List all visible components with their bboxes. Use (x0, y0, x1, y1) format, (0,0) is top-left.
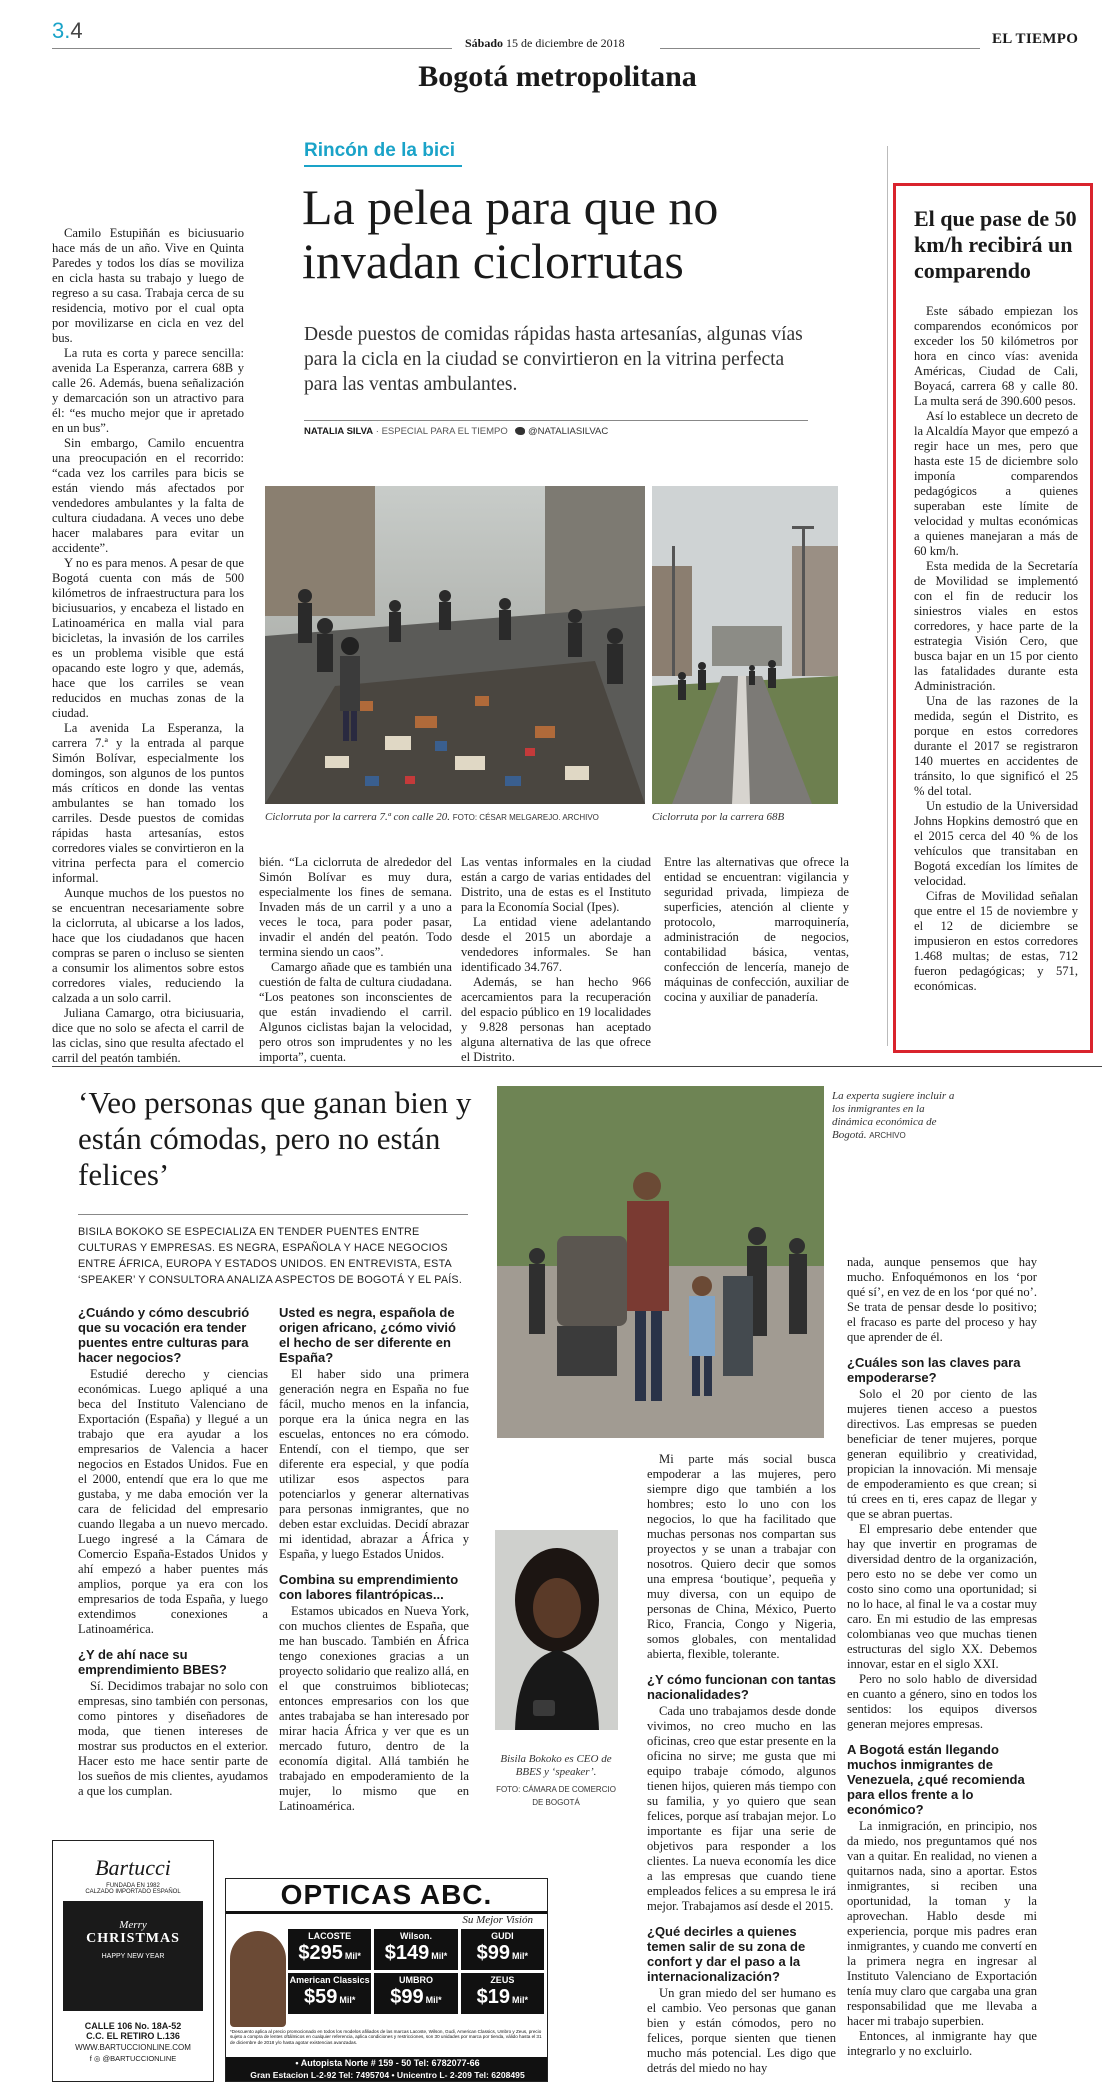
offer-price (374, 1942, 457, 1967)
paragraph: Camilo Estupiñán es biciusuario hace más de un año. Vive en Quinta Paredes y todos los días se moviliza en cicla hasta su trabajo y luego de regreso a su casa. Trabaja cerca de su residencia, motivo por el cual opta por movilizarse en cicla en vez del bus. (52, 226, 244, 345)
opticas-fine-print: *Descuento aplica al precio promocionado en todos los modelos afiliados de las marcas Lacoste, Wilson, Gudi, American Classics, Umbro y Zeus, precio sujeto a compra de lentes oftálmicos en cualquier referencia, aplica condiciones y restricciones, son 30 unidades por marca por tienda, válido hasta el 31 de diciembre de 2018 y/o hasta agotar existencias avanzadas. (230, 2029, 542, 2045)
interview-answer: Cada uno trabajamos desde donde vivimos, no creo mucho en las oficinas, creo que estar presente en la oficina no sirve; me gusta que mi equipo trabaje cómodo, algunos tienen hijos, quieren más tiempo con su familia, y yo quiero que sean felices, porque así trabajan mejor. Lo importante es fijar una serie de objetivos para responder a los clientes. La nueva economía les dice a las empresas que cuando tiene empleados felices a su empresa le irá mejor. Trabajamos así desde el 2015. (647, 1704, 836, 1913)
opticas-offers (288, 1929, 544, 2014)
immigrants-photo-image (497, 1086, 824, 1438)
offer-price (288, 1942, 371, 1967)
offer-price (374, 1986, 457, 2011)
page-number-section: 3. (52, 18, 71, 43)
offer-brand: GUDI (491, 1931, 514, 1941)
bartucci-social (53, 2054, 213, 2063)
interview-question: ¿Y cómo funcionan con tantas nacionalidades? (647, 1672, 837, 1702)
opticas-branch-1: • Autopista Norte # 159 - 50 Tel: 6782077-66 (226, 2057, 548, 2069)
portrait-photo-image (495, 1530, 618, 1730)
opticas-offer (288, 1973, 371, 2014)
kicker-underline (304, 165, 462, 167)
bartucci-founded: FUNDADA EN 1982 (106, 1883, 160, 1889)
date-day: Sábado (465, 36, 504, 50)
paragraph: Juliana Camargo, otra biciusuaria, dice que no solo se afecta el carril de las ciclas, sino que resulta afectado el carril del peatón también. (52, 1006, 244, 1065)
article1-col1 (52, 226, 244, 1066)
header-rule-right (660, 48, 980, 49)
opticas-model (230, 1931, 286, 2027)
article1-col4 (664, 855, 849, 1005)
immigrants-photo (497, 1086, 824, 1438)
bartucci-address-2: C.C. EL RETIRO L.136 (86, 2031, 180, 2041)
twitter-handle: @NATALIASILVAC (528, 426, 609, 437)
opticas-offer (288, 1929, 371, 1970)
interview-answer: El empresario debe entender que hay que invertir en programas de diversidad dentro de la organización, pero esto no se debe ver como un costo sino como una oportunidad; si no lo hace, al final le va a costar muy caro. En mi estudio de las empresas colombianas veo que muchas tienen estructuras del siglo XX. Debemos innovar, estar en el siglo XXI. (847, 1522, 1037, 1671)
interview-intro: BISILA BOKOKO SE ESPECIALIZA EN TENDER PUENTES ENTRE CULTURAS Y EMPRESAS. ES NEGRA, ESPAÑOLA Y HACE NEGOCIOS ENTRE ÁFRICA, EUROPA Y ESTADOS UNIDOS. EN ENTREVISTA, ESTA ‘SPEAKER’ Y CONSULTORA ANALIZA ASPECTOS DE BOGOTÁ Y EL PAÍS. (78, 1226, 463, 1286)
interview-answer: La inmigración, en principio, nos da miedo, nos preguntamos qué nos van a quitar. En realidad, no vienen a quitarnos nada, sino a aportar. Estos inmigrantes, si reciben una oportunidad, la toman y la aprovechan. Hablo desde mi experiencia, porque mis padres eran inmigrantes, y cuando me convertí en la primera negra en ingresar al Instituto Valenciano de Exportación tenía muy claro que cargaba una gran responsabilidad que me llevaba a hacer mi trabajo superbien. (847, 1819, 1037, 2028)
intro-rule (78, 1214, 468, 1215)
paragraph: Además, se han hecho 966 acercamientos para la recuperación del espacio público en 19 localidades y 9.828 personas han aceptado alguna alternativa de las que ofrece el Distrito. (461, 975, 651, 1064)
bikepath-photo-image (652, 486, 838, 804)
interview-answer: Mi parte más social busca empoderar a las mujeres, pero siempre digo que también a los hombres; esto lo uno con los negocios, lo que ha facilitado que muchas personas nos compartan sus proyectos y se unan a trabajar con nosotros. Quiero decir que somos una empresa ‘boutique’, pequeña y muy diversa, con un equipo de personas de China, México, Puerto Rico, Francia, Congo y Nigeria, somos globales, con mentalidad abierta, flexible, tolerante. (647, 1452, 836, 1661)
interview-answer: Estamos ubicados en Nueva York, con muchos clientes de España, que me han buscado. También en África tengo conexiones gracias a un proyecto solidario que realizo allá, en el que construimos bibliotecas; entonces empresarios con los que antes trabajaba se han interesado por mirar hacia África y ver que es un mercado futuro, dentro de la economía digital. Allá también he trabajado en empoderamiento de la mujer, lo mismo que en Latinoamérica. (279, 1604, 469, 1813)
market-caption-text: Ciclorruta por la carrera 7.ª con calle 20. (265, 811, 451, 823)
bartucci-address-1: CALLE 106 No. 18A-52 (84, 2021, 182, 2031)
offer-brand: ZEUS (490, 1975, 515, 1985)
section-separator (52, 1066, 1102, 1067)
offer-price-value: $99 (476, 1942, 510, 1964)
header-rule-left (52, 48, 452, 49)
interview-question: ¿Cuáles son las claves para empoderarse? (847, 1355, 1021, 1385)
interview-question: ¿Qué decirles a quienes temen salir de su zona de confort y dar el paso a la internacionalización? (647, 1924, 806, 1984)
byline-twitter (515, 426, 608, 437)
offer-price-unit: Mil* (431, 1951, 448, 1961)
paragraph: Entre las alternativas que ofrece la entidad se encuentran: vigilancia y seguridad privada, limpieza de superficies, atención al cliente y protocolo, marroquinería, administración de negocios, contabilidad básica, ventas, confección de lencería, manejo de máquinas de confección, auxiliar de cocina y auxiliar de panadería. (664, 855, 849, 1004)
offer-price-value: $99 (390, 1986, 424, 2008)
portrait-caption-text: Bisila Bokoko es CEO de BBES y ‘speaker’. (500, 1753, 612, 1778)
byline-author: NATALIA SILVA (304, 426, 374, 437)
article-headline: La pelea para que no invadan ciclorrutas (302, 179, 719, 289)
bartucci-ad[interactable] (52, 1840, 214, 2082)
interview-answer: Sí. Decidimos trabajar no solo con empresas, sino también con personas, como pintores y diseñadores de moda, que tienen intereses de mostrar sus productos en el exterior. Hacer esto me hace sentir parte de los sueños de mis clientes, ayudamos a que los cumplan. (78, 1679, 268, 1798)
article-kicker: Rincón de la bici (304, 140, 455, 161)
bikepath-photo-caption: Ciclorruta por la carrera 68B (652, 811, 785, 823)
bartucci-greeting-1: Merry (119, 1919, 147, 1931)
offer-brand: Wilson. (400, 1931, 432, 1941)
interview-question: ¿Y de ahí nace su emprendimiento BBES? (78, 1647, 227, 1677)
market-photo-caption (265, 811, 645, 824)
offer-price-value: $59 (303, 1986, 338, 2008)
paragraph: Una de las razones de la medida, según el Distrito, es porque en estos corredores durante el 2017 se registraron 140 muertes en accidentes de tránsito, lo que significó el 25 % del total. (914, 694, 1078, 798)
offer-price (461, 1942, 544, 1967)
portrait-photo (495, 1530, 618, 1730)
immigrants-caption-text: La experta sugiere incluir a los inmigrantes en la dinámica económica de Bogotá. (832, 1090, 955, 1141)
bartucci-greeting-3: HAPPY NEW YEAR (101, 1953, 165, 1960)
instagram-icon: ◎ (93, 2054, 101, 2063)
opticas-offer (461, 1973, 544, 2014)
offer-price-unit: Mil* (512, 1995, 529, 2005)
article1-col2 (259, 855, 452, 1065)
interview-col2 (279, 1305, 469, 1814)
interview-answer: Solo el 20 por ciento de las mujeres tienen acceso a puestos directivos. Las empresas se pueden beneficiar de tener mujeres, porque generan equilibrio y creatividad, propician la innovación. Mi mensaje de empoderamiento es que crean; si tú crees en ti, eres capaz de llegar y que se abran puertas. (847, 1387, 1037, 1521)
sidebar-box (893, 183, 1093, 1053)
paragraph: bién. “La ciclorruta de alrededor del Simón Bolívar es muy dura, especialmente los fines de semana. Invaden más de un carril y a uno a veces le toca, para poder pasar, invadir el andén del peatón. Todo termina siendo un caos”. (259, 855, 452, 959)
article1-col3 (461, 855, 651, 1065)
portrait-caption (496, 1753, 616, 1809)
sidebar-body (908, 304, 1078, 994)
interview-answer: Entonces, al inmigrante hay que integrarlo y no excluirlo. (847, 2029, 1037, 2058)
paragraph: Camargo añade que es también una cuestión de falta de cultura ciudadana. “Los peatones son inconscientes de que están invadiendo el carril. Algunos ciclistas bajan la velocidad, pero otros son imprudentes y no les importa”, cuenta. (259, 960, 453, 1064)
opticas-brand: OPTICAS ABC. (226, 1879, 547, 1914)
article-dek: Desde puestos de comidas rápidas hasta artesanías, algunas vías para la cicla en la ciudad se convirtieron en la vitrina perfecta para las ventas ambulantes. (304, 324, 803, 395)
offer-brand: American Classics (289, 1975, 370, 1985)
portrait-caption-credit: FOTO: CÁMARA DE COMERCIO DE BOGOTÁ (496, 1785, 616, 1807)
opticas-offer (374, 1929, 457, 1970)
offer-price-value: $295 (298, 1942, 343, 1964)
paragraph: Aunque muchos de los puestos no se encuentran necesariamente sobre la ciclorruta, al ubicarse a los lados, hace que los ciudadanos que hacen compras se paren o incluso se sienten a consumir los alimentos sobre estos corredores viales, reduciendo la calzada a un solo carril. (52, 886, 244, 1005)
opticas-offer (461, 1929, 544, 1970)
byline-rule (304, 420, 808, 421)
interview-question: Combina su emprendimiento con labores filantrópicas... (279, 1572, 459, 1602)
interview-col1 (78, 1305, 268, 1799)
paragraph: Un estudio de la Universidad Johns Hopkins demostró que en el 2015 cerca del 40 % de los vehículos que transitaban en Bogotá excedían los límites de velocidad. (914, 799, 1078, 888)
offer-price-unit: Mil* (344, 1951, 361, 1961)
market-photo-image (265, 486, 645, 804)
interview-col3 (647, 1452, 836, 2076)
section-title: Bogotá metropolitana (418, 60, 697, 93)
offer-price-unit: Mil* (339, 1995, 356, 2005)
page-number-page: 4 (70, 18, 83, 43)
interview-answer: nada, aunque pensemos que hay mucho. Enfoquémonos en los ‘por qué sí’, en vez de en los ‘por qué no’. Se trata de pensar desde lo positivo; el fracaso es parte del proceso y hay que aprender de él. (847, 1255, 1037, 1344)
social-handle: @BARTUCCIONLINE (102, 2054, 177, 2063)
interview-answer: El haber sido una primera generación negra en España no fue fácil, mucho menos en la infancia, porque era la única negra en las escuelas, entonces no era cómodo. Entendí, con el tiempo, que ser diferente era especial, y que podía utilizar esos aspectos para potenciarlos y generar alternativas para personas inmigrantes, que no deben estar excluidas. Decidí abrazar mi identidad, abrazar a África y España, y luego Estados Unidos. (279, 1367, 469, 1561)
bikepath-photo (652, 486, 838, 804)
immigrants-caption-credit: ARCHIVO (869, 1131, 906, 1140)
offer-price-unit: Mil* (512, 1951, 529, 1961)
offer-price (461, 1986, 544, 2011)
offer-brand: UMBRO (398, 1975, 433, 1985)
opticas-offer (374, 1973, 457, 2014)
paragraph: La ruta es corta y parece sencilla: avenida La Esperanza, carrera 68B y calle 26. Además, buena señalización y demarcación son un atractivo para él: “es mucho mejor que ir apretado en un bus”. (52, 346, 244, 435)
paragraph: Cifras de Movilidad señalan que entre el 15 de noviembre y el 12 de diciembre se impusieron en estos corredores 1.468 multas; de estas, 712 fueron pedagógicas; y 571, económicas. (914, 889, 1078, 993)
paragraph: Esta medida de la Secretaría de Movilidad se implementó con el fin de reducir los siniestros viales en estos corredores, y hace parte de la estrategia Visión Cero, que busca bajar en un 15 por ciento las fatalidades durante esta Administración. (914, 559, 1078, 693)
paragraph: Así lo establece un decreto de la Alcaldía Mayor que empezó a regir hace un mes, pero que hasta este 15 de diciembre solo imponía comparendos pedagógicos a quienes superaban este límite de velocidad y multas económicas a quienes manejaran a más de 60 km/h. (914, 409, 1078, 558)
interview-question: Usted es negra, española de origen africano, ¿cómo vivió el hecho de ser diferente en España? (279, 1305, 456, 1365)
interview-answer: Estudié derecho y ciencias económicas. Luego apliqué a una beca del Instituto Valenciano de Exportación (España) y llegué a un trabajo que era ayudar a los empresarios de Valencia a hacer negocios en Estados Unidos. Fue en el 2000, entendí que era lo que me gustaba, y me daba emoción ver la cara de felicidad del empresario cuando llegaba a un nuevo mercado. Luego ingresé a la Cámara de Comercio España-Estados Unidos y ahí empezó a haber puentes más amplios, porque ya era con los empresarios de toda España, y luego extendimos conexiones a Latinoamérica. (78, 1367, 268, 1636)
offer-price (288, 1986, 371, 2011)
bartucci-tagline: CALZADO IMPORTADO ESPAÑOL (85, 1889, 181, 1895)
paragraph: Este sábado empiezan los comparendos económicos por exceder los 50 kilómetros por hora en cinco vías: avenida Américas, Ciudad de Cali, Boyacá, carrera 68 y calle 80. La multa será de 390.600 pesos. (914, 304, 1078, 408)
paragraph: La entidad viene adelantando desde el 2015 un abordaje a vendedores informales. Se han identificado 34.767. (461, 915, 651, 974)
sidebar-headline: El que pase de 50 km/h recibirá un comparendo (914, 206, 1077, 283)
brand-logo: EL TIEMPO (992, 31, 1079, 47)
offer-brand: LACOSTE (308, 1931, 352, 1941)
sidebar-divider (887, 146, 888, 1046)
bartucci-greeting-box (63, 1901, 203, 2011)
interview-question: A Bogotá están llegando muchos inmigrantes de Venezuela, ¿qué recomienda para ellos frente a lo económico? (847, 1742, 1025, 1817)
bartucci-web[interactable]: WWW.BARTUCCIONLINE.COM (75, 2043, 191, 2052)
paragraph: La avenida La Esperanza, la carrera 7.ª y la entrada al parque Simón Bolívar, especialmente los domingos, son algunos de los puntos más críticos en donde las ventas ambulantes se han tomado los carriles. Desde puestos de comidas rápidas hasta artesanías, estos corredores viales se convirtieron en la vitrina perfecta para el comercio informal. (52, 721, 244, 885)
market-caption-credit: FOTO: CÉSAR MELGAREJO. ARCHIVO (452, 813, 599, 822)
market-photo (265, 486, 645, 804)
byline-role: · ESPECIAL PARA EL TIEMPO (373, 426, 508, 437)
interview-headline: ‘Veo personas que ganan bien y están cómodas, pero no están felices’ (78, 1085, 472, 1192)
facebook-icon: f (89, 2054, 92, 2063)
page-number (52, 18, 83, 44)
interview-answer: Pero no solo hablo de diversidad en cuanto a género, sino en todos los sentidos: los equipos diversos generan mejores empresas. (847, 1672, 1037, 1731)
offer-price-value: $19 (476, 1986, 510, 2008)
opticas-ad[interactable] (225, 1878, 548, 2082)
opticas-branch-2: Gran Estacion L-2-92 Tel: 7495704 • Unicentro L- 2-209 Tel: 6208495 (226, 2069, 548, 2082)
interview-answer: Un gran miedo del ser humano es el cambio. Veo personas que ganan bien y están cómodos, pero no felices, porque sienten que tienen mucho más potencial. Les digo que detrás del miedo no hay (647, 1986, 836, 2075)
offer-price-unit: Mil* (425, 1995, 442, 2005)
paragraph: Sin embargo, Camilo encuentra una preocupación en el recorrido: “cada vez los carriles para bicis se están viendo más afectados por vendedores ambulantes y la falta de cultura ciudadana. A veces uno debe hacer malabares para evitar un accidente”. (52, 436, 244, 555)
page-date (465, 36, 625, 51)
paragraph: Las ventas informales en la ciudad están a cargo de varias entidades del Distrito, una de estas es el Instituto para la Economía Social (Ipes). (461, 855, 651, 914)
immigrants-photo-caption (832, 1090, 962, 1142)
twitter-icon (515, 427, 525, 435)
opticas-slogan: Su Mejor Visión (462, 1914, 533, 1926)
interview-col4 (847, 1255, 1037, 2059)
paragraph: Y no es para menos. A pesar de que Bogotá cuenta con más de 500 kilómetros de infraestructura para los biciusuarios, y encabeza el listado en Latinoamérica en malla vial para bicicletas, la invasión de los carriles es un problema visible que está opacando este logro y que, además, hace que los carriles se vean reducidos en muchas zonas de la ciudad. (52, 556, 244, 720)
bartucci-logo: Bartucci (95, 1855, 171, 1880)
offer-price-value: $149 (384, 1942, 430, 1964)
date-rest: 15 de diciembre de 2018 (506, 36, 625, 50)
interview-question: ¿Cuándo y cómo descubrió que su vocación era tender puentes entre culturas para hacer negocios? (78, 1305, 250, 1365)
bartucci-greeting-2: CHRISTMAS (86, 1931, 180, 1946)
byline (304, 426, 508, 437)
